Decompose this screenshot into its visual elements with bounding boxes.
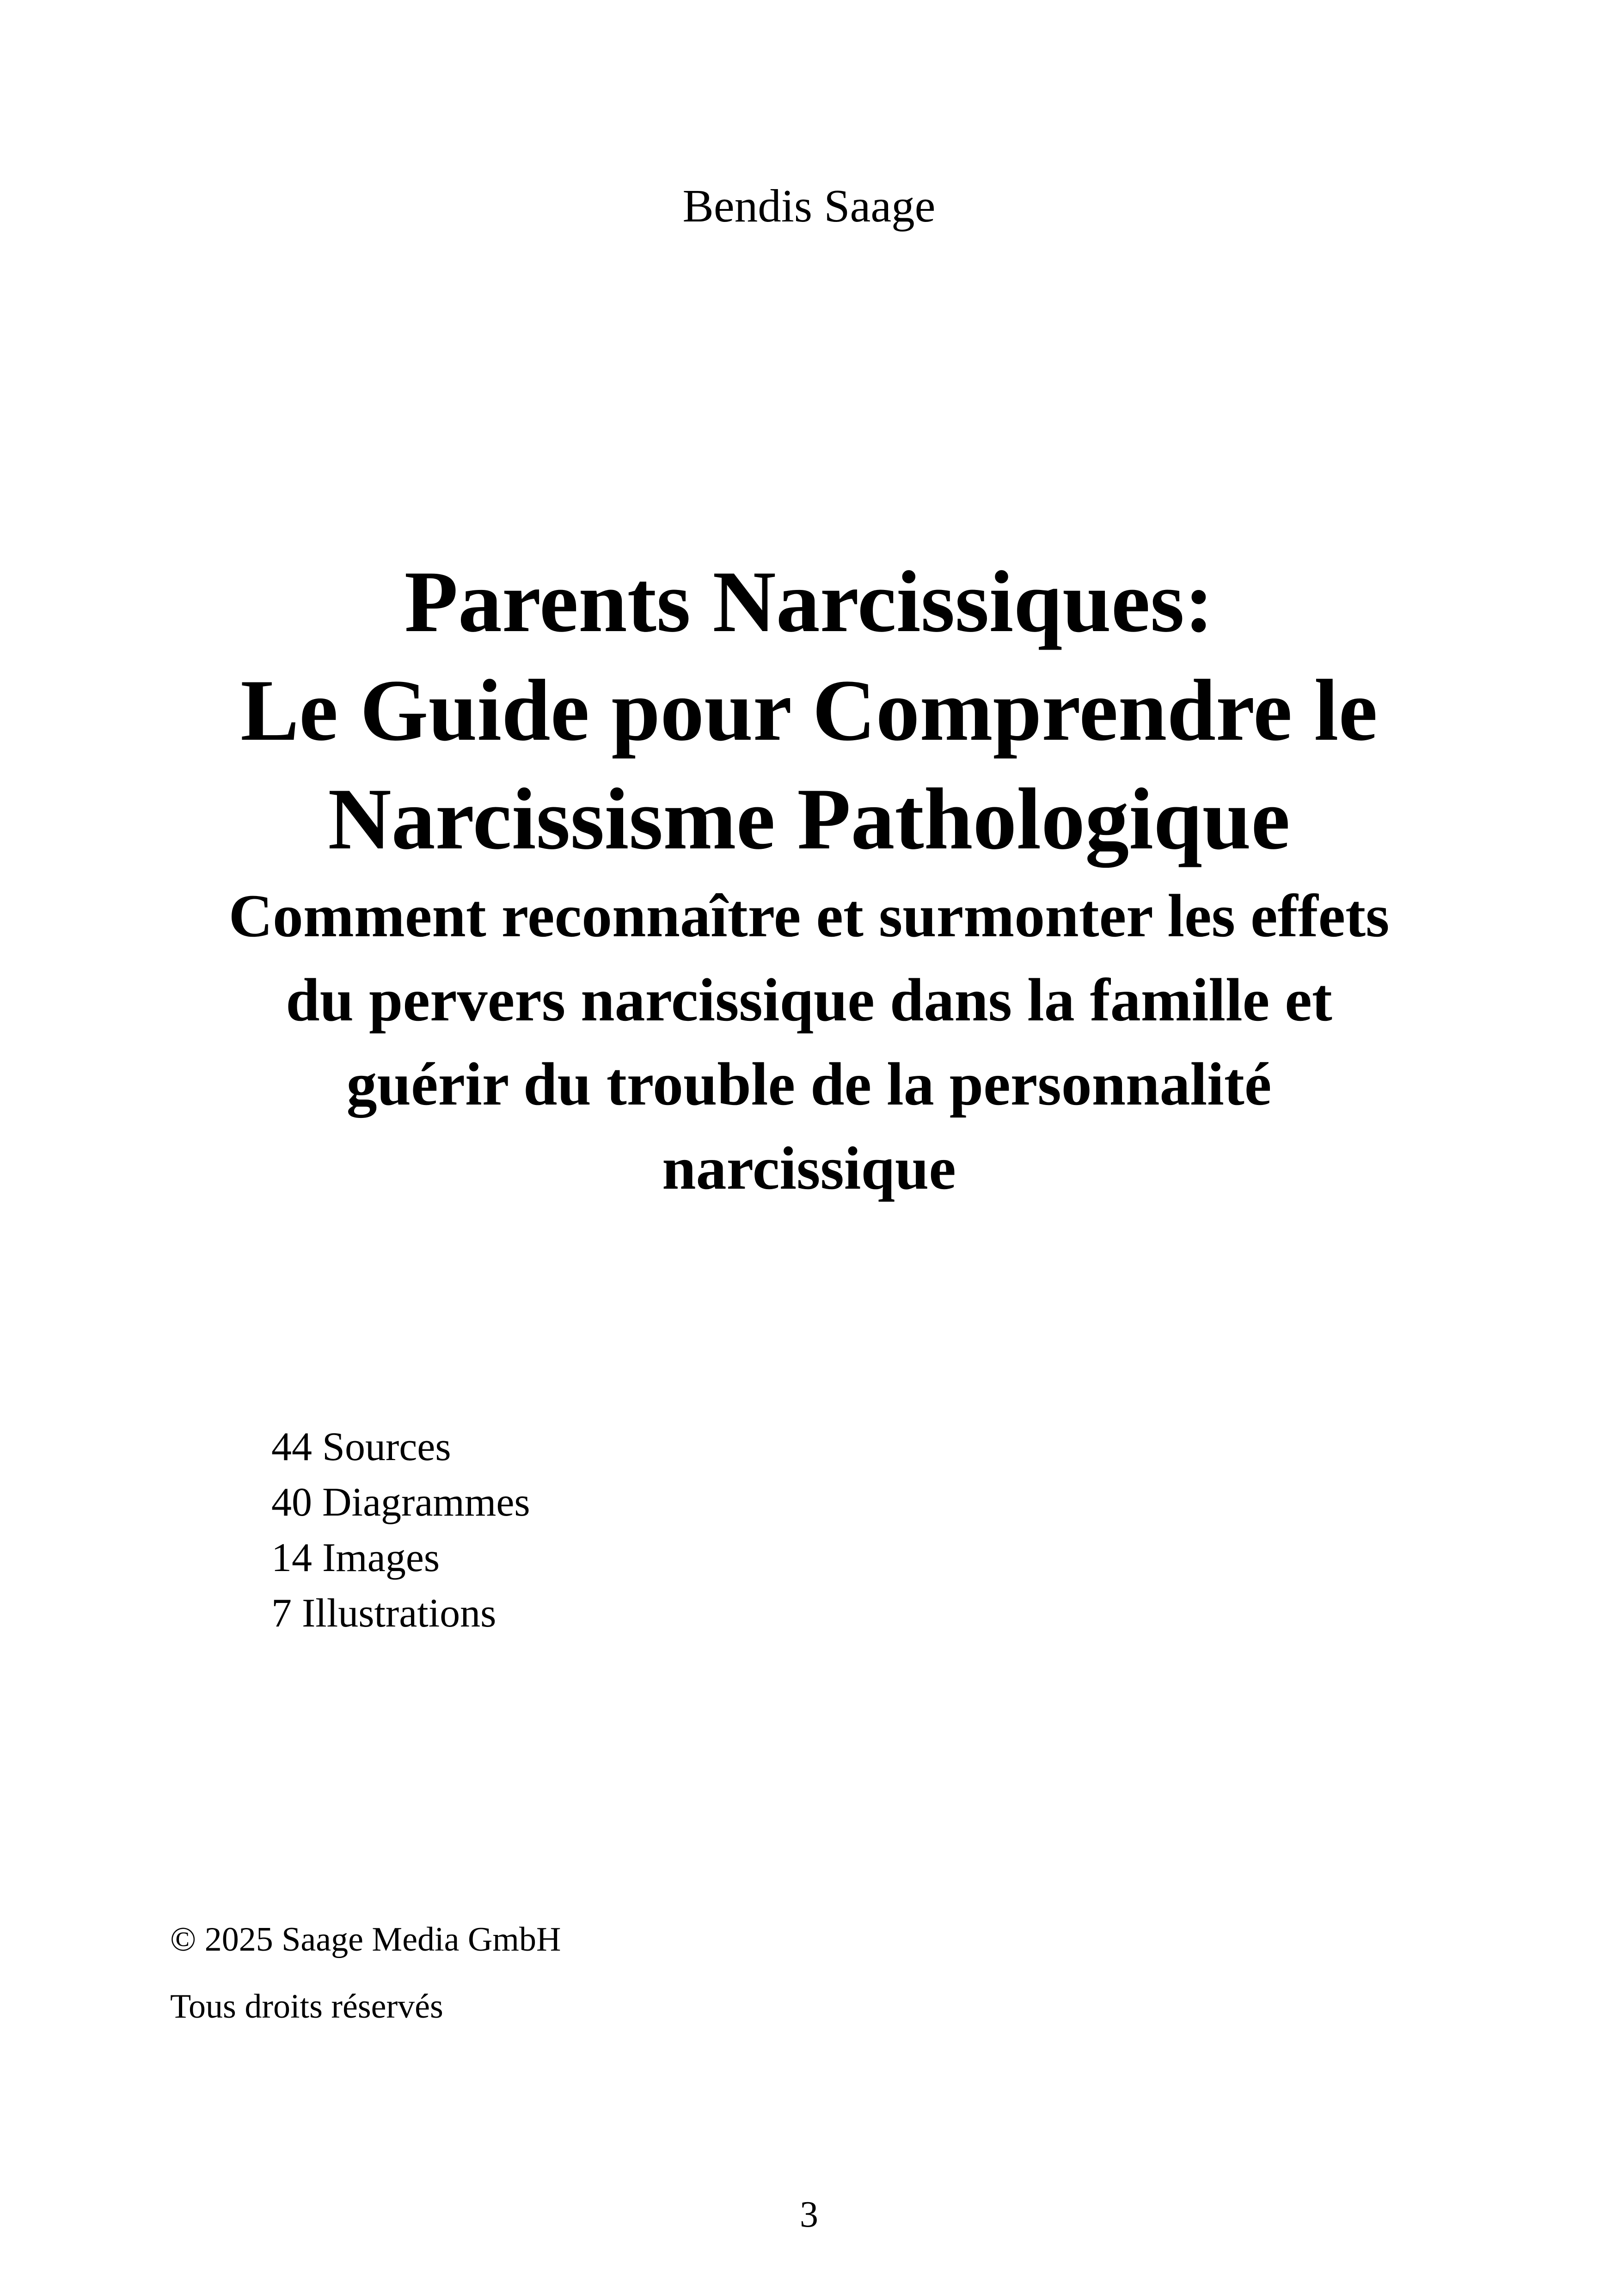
rights-notice: Tous droits réservés: [170, 1988, 443, 2026]
title-block: [116, 548, 1502, 1210]
title-line-2: Le Guide pour Comprendre le: [240, 662, 1378, 759]
stat-images: 14 Images: [271, 1535, 440, 1580]
author-name: Bendis Saage: [682, 180, 936, 232]
stat-sources: 44 Sources: [271, 1424, 451, 1469]
stats-list: [271, 1419, 530, 1641]
subtitle-line-2: du pervers narcissique dans la famille et: [286, 966, 1332, 1034]
subtitle-line-3: guérir du trouble de la personnalité: [346, 1050, 1272, 1118]
copyright-notice: © 2025 Saage Media GmbH: [170, 1921, 561, 1958]
title-line-3: Narcissisme Pathologique: [328, 771, 1290, 868]
subtitle-line-4: narcissique: [662, 1134, 956, 1202]
subtitle-line-1: Comment reconnaître et surmonter les effets: [228, 882, 1390, 950]
stat-diagrams: 40 Diagrammes: [271, 1480, 530, 1525]
stat-illustrations: 7 Illustrations: [271, 1591, 496, 1636]
title-line-1: Parents Narcissiques:: [404, 553, 1214, 651]
page-number: 3: [800, 2194, 818, 2235]
